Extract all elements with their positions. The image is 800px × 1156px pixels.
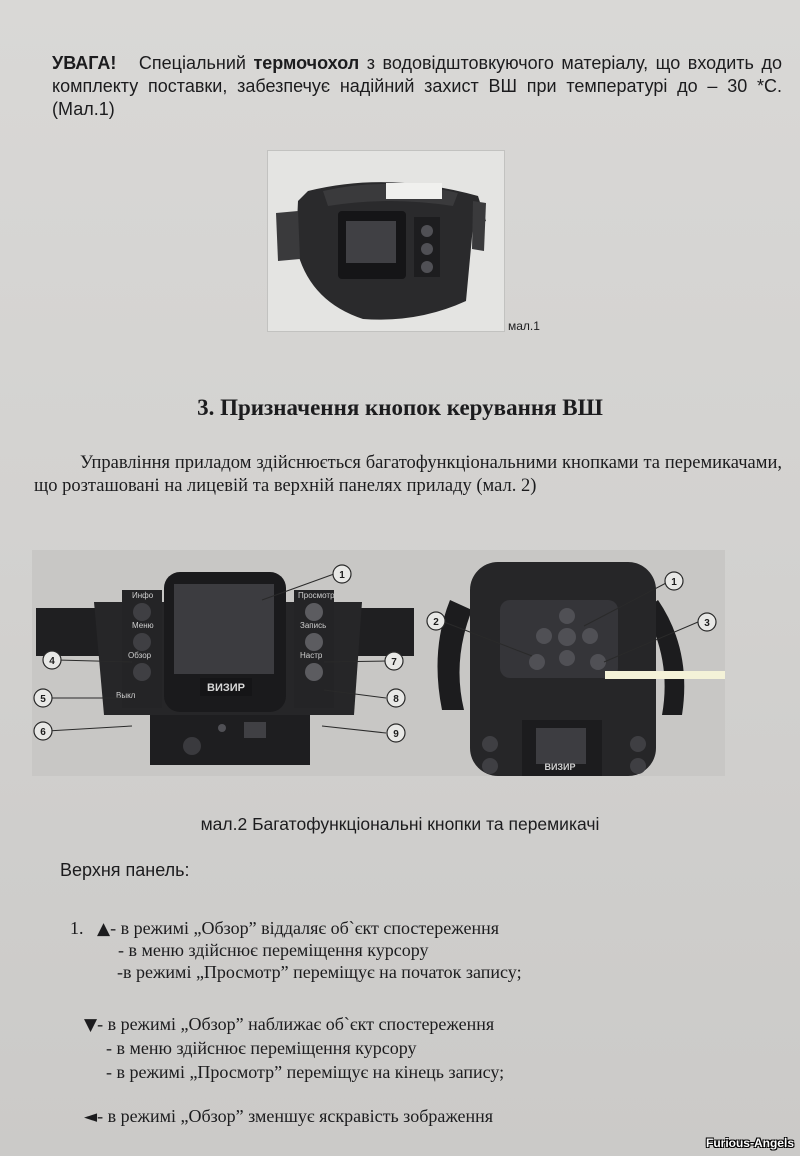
device-label-review: Обзор: [128, 651, 152, 660]
list-item-2-line-3: - в режимі „Просмотр” переміщує на кінець запису;: [106, 1062, 505, 1082]
callout-left-1: 1: [339, 570, 345, 581]
device-label-off: Выкл: [116, 691, 136, 700]
callout-right-1: 1: [671, 577, 677, 588]
arrow-down-icon: ▼: [84, 1015, 98, 1035]
section-title: 3. Призначення кнопок керування ВШ: [197, 395, 603, 420]
device-label-menu: Меню: [132, 621, 154, 630]
callout-left-9: 9: [393, 729, 399, 740]
figure-1-caption: мал.1: [508, 319, 540, 333]
list-item-3-line-1: [84, 1106, 493, 1127]
list-item-3-text-1: - в режимі „Обзор” зменшує яскравість зображення: [97, 1106, 494, 1126]
callout-left-5: 5: [40, 694, 46, 705]
arrow-up-icon: ▲: [97, 919, 111, 939]
list-item-2-line-1: [84, 1014, 494, 1035]
callout-left-6: 6: [40, 727, 46, 738]
warning-text-before: Спеціальний: [138, 53, 246, 73]
list-item-1-line-1: [70, 918, 499, 939]
brand-left: ВИЗИР: [207, 682, 245, 694]
callout-right-2: 2: [433, 617, 439, 628]
watermark: Furious-Angels: [705, 1136, 794, 1150]
list-item-1-line-3: -в режимі „Просмотр” переміщує на початок запису;: [117, 962, 522, 982]
warning-paragraph: [52, 52, 782, 121]
list-item-2-line-2: - в меню здійснює переміщення курсору: [106, 1038, 417, 1058]
arrow-left-icon: ◄: [84, 1107, 98, 1127]
section-intro: Управління приладом здійснюється багатофункціональними кнопками та перемикачами, що розташовані на лицевій та верхній панелях приладу (мал. 2): [34, 453, 782, 496]
figure-1-thermal-cover-photo: [267, 150, 505, 332]
list-item-1-line-2: - в меню здійснює переміщення курсору: [118, 940, 429, 960]
callout-right-3: 3: [704, 618, 710, 629]
thermal-cover-illustration: [268, 151, 504, 331]
callout-left-7: 7: [391, 657, 397, 668]
warning-label: УВАГА!: [52, 53, 117, 73]
top-panel-label: Верхня панель:: [60, 860, 190, 880]
device-label-playback: Просмотр: [298, 591, 335, 600]
figure-2-device-controls-photo: [32, 550, 725, 776]
device-controls-illustration: [32, 550, 725, 776]
brand-right: ВИЗИР: [544, 762, 576, 772]
callout-left-8: 8: [393, 694, 399, 705]
device-label-settings: Настр: [300, 651, 323, 660]
device-label-info: Инфо: [132, 591, 154, 600]
warning-text-after: з водовідштовкуючого матеріалу, що входить до комплекту поставки, забезпечує надійний захист ВШ при температурі до – 30 *С. (Мал.1): [52, 53, 782, 119]
list-item-1-marker: 1.: [70, 918, 84, 938]
list-item-1-text-1: - в режимі „Обзор” віддаляє об`єкт спостереження: [110, 918, 500, 938]
figure-2-caption: мал.2 Багатофункціональні кнопки та перемикачі: [200, 814, 600, 834]
warning-keyword: термочохол: [253, 53, 360, 73]
list-item-2-text-1: - в режимі „Обзор” наближає об`єкт спостереження: [97, 1014, 495, 1034]
device-label-record: Запись: [300, 621, 327, 630]
callout-left-4: 4: [49, 656, 55, 667]
